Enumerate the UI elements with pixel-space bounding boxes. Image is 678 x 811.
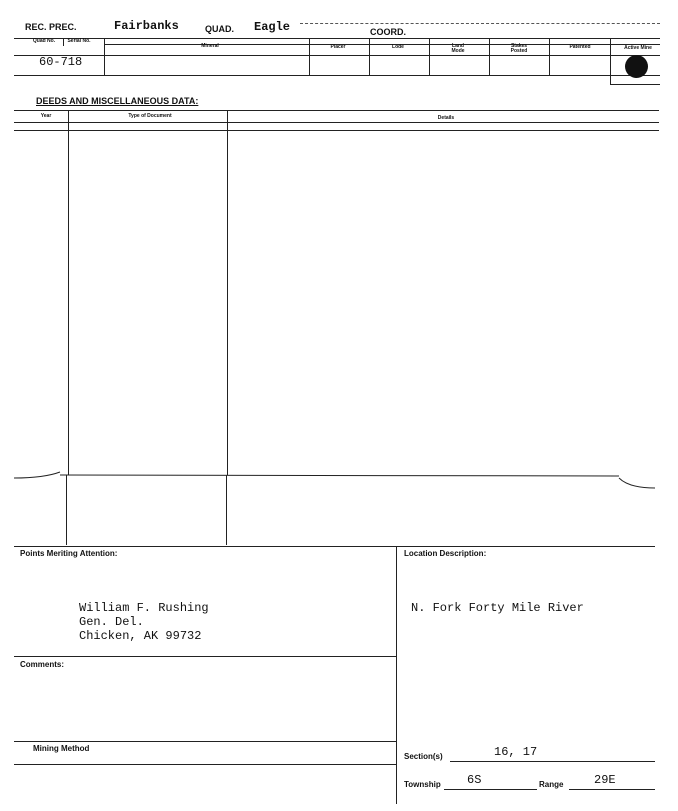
deeds-title: DEEDS AND MISCELLANEOUS DATA: — [36, 96, 199, 106]
quad-no-value: 60-718 — [39, 55, 83, 69]
mining-rule — [14, 741, 396, 742]
top-dashed-line — [300, 23, 660, 24]
comments-label: Comments: — [20, 660, 65, 669]
comments-rule — [14, 656, 396, 657]
address-line-2: Gen. Del. — [79, 615, 144, 629]
location-label: Location Description: — [404, 549, 487, 558]
coord-label: COORD. — [370, 27, 406, 37]
col-patented: Patented — [569, 44, 591, 50]
col-type-of-document: Type of Document — [128, 113, 172, 119]
township-underline — [444, 789, 537, 790]
col-year: Year — [40, 113, 52, 119]
mining-method-label: Mining Method — [33, 744, 90, 753]
sections-value: 16, 17 — [494, 745, 538, 759]
location-value: N. Fork Forty Mile River — [411, 601, 584, 615]
col-lode: Lode — [392, 44, 404, 50]
col-details: Details — [437, 115, 455, 121]
rec-prec-value: Fairbanks — [114, 19, 179, 33]
col-land-mode: Land Mode — [451, 43, 465, 54]
col-quad-no: Quad No. — [32, 38, 56, 44]
col-stakes-posted: Stakes Posted — [510, 43, 528, 54]
active-mine-filled-dot — [625, 55, 648, 78]
bottom-top-rule — [14, 546, 655, 547]
quad-value: Eagle — [254, 20, 291, 34]
address-line-3: Chicken, AK 99732 — [79, 629, 202, 643]
points-label: Points Meriting Attention: — [20, 549, 118, 558]
sections-label: Section(s) — [404, 752, 443, 761]
torn-paper-line — [14, 466, 659, 496]
bottom-center-divider — [396, 546, 397, 804]
township-label: Township — [404, 780, 441, 789]
sections-underline — [450, 761, 655, 762]
col-serial-no: Serial No. — [67, 38, 91, 44]
quad-label: QUAD. — [205, 24, 234, 34]
address-line-1: William F. Rushing — [79, 601, 209, 615]
range-value: 29E — [594, 773, 616, 787]
range-label: Range — [539, 780, 564, 789]
rec-prec-label: REC. PREC. — [25, 22, 77, 32]
range-underline — [569, 789, 655, 790]
col-active-mine: Active Mine — [624, 45, 652, 51]
col-mineral: Mineral — [201, 43, 219, 49]
col-placer: Placer — [330, 44, 346, 50]
township-value: 6S — [467, 773, 482, 787]
mining-bottom-rule — [14, 764, 396, 765]
